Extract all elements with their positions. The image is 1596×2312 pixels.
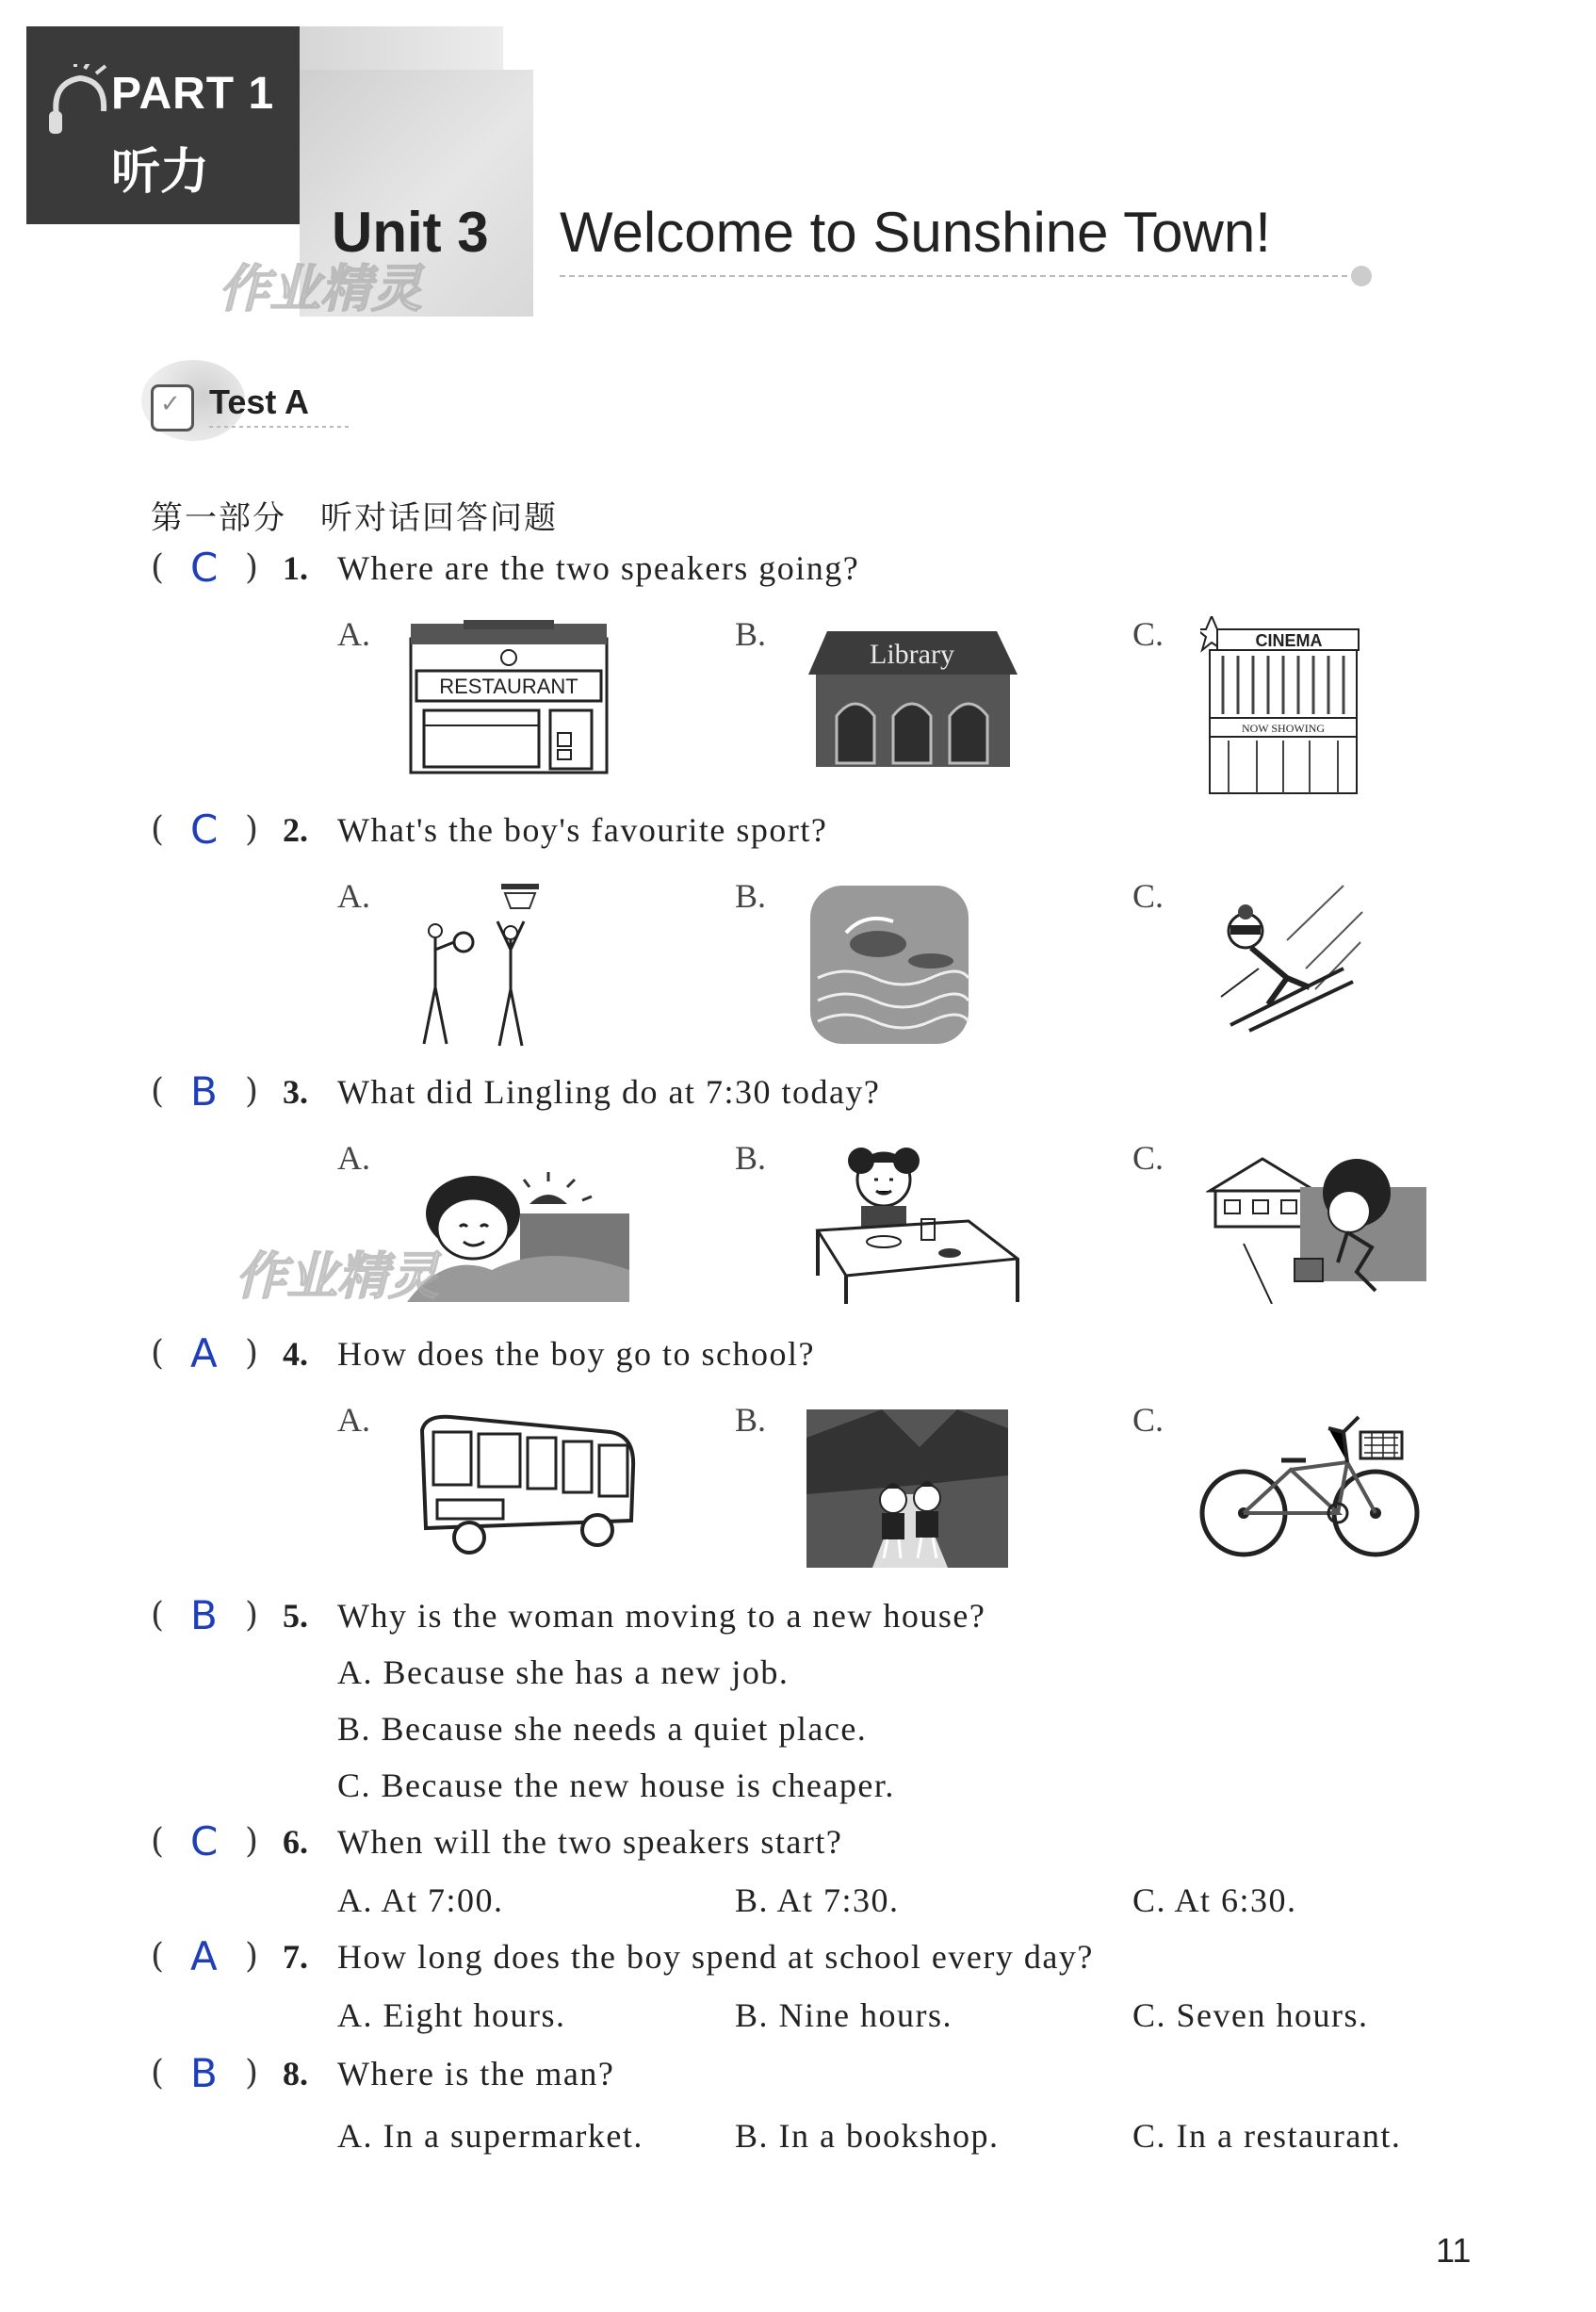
bus-picture bbox=[413, 1411, 643, 1560]
watermark: 作业精灵 bbox=[219, 259, 422, 318]
option-b: B. In a bookshop. bbox=[735, 2117, 1000, 2155]
restaurant-picture bbox=[407, 620, 611, 776]
going-to-school-picture bbox=[1206, 1149, 1426, 1304]
headphones-icon bbox=[47, 64, 113, 139]
part-chinese-label: 听力 bbox=[111, 144, 210, 201]
library-picture bbox=[808, 622, 1018, 769]
answer-letter: B bbox=[190, 1592, 218, 1638]
unit-label: Unit 3 bbox=[332, 201, 489, 264]
option-letter: C. bbox=[1132, 1401, 1164, 1439]
section-title: 第一部分 听对话回答问题 bbox=[151, 499, 558, 537]
question-text: What did Lingling do at 7:30 today? bbox=[337, 1073, 881, 1111]
option-a: A. At 7:00. bbox=[337, 1881, 504, 1919]
option-letter: A. bbox=[337, 615, 370, 653]
option-letter: B. bbox=[735, 1401, 767, 1439]
answer-letter: A bbox=[190, 1933, 218, 1979]
answer-letter: C bbox=[190, 1818, 219, 1864]
swimming-picture bbox=[808, 884, 970, 1046]
question-number: 7. bbox=[283, 1938, 308, 1976]
restaurant-sign: RESTAURANT bbox=[439, 675, 578, 698]
question-number: 3. bbox=[283, 1073, 308, 1111]
option-letter: A. bbox=[337, 877, 370, 915]
library-sign: Library bbox=[870, 639, 954, 670]
option-letter: C. bbox=[1132, 615, 1164, 653]
option-letter: C. bbox=[1132, 1139, 1164, 1177]
option-letter: B. bbox=[735, 1139, 767, 1177]
question-text: How long does the boy spend at school every day? bbox=[337, 1938, 1094, 1976]
question-text: Why is the woman moving to a new house? bbox=[337, 1597, 986, 1635]
option-a: A. Eight hours. bbox=[337, 1996, 566, 2034]
cinema-subsign: NOW SHOWING bbox=[1241, 722, 1326, 735]
answer-letter: B bbox=[190, 2050, 218, 2096]
question-number: 6. bbox=[283, 1823, 308, 1861]
option-b: B. Because she needs a quiet place. bbox=[337, 1710, 868, 1748]
option-letter: B. bbox=[735, 615, 767, 653]
option-c: C. Because the new house is cheaper. bbox=[337, 1767, 895, 1804]
cinema-sign: CINEMA bbox=[1255, 631, 1323, 650]
option-a: A. In a supermarket. bbox=[337, 2117, 643, 2155]
getting-up-picture bbox=[407, 1148, 629, 1302]
breakfast-picture bbox=[808, 1144, 1019, 1304]
question-text: Where is the man? bbox=[337, 2055, 615, 2092]
answer-letter: A bbox=[190, 1330, 218, 1376]
question-text: When will the two speakers start? bbox=[337, 1823, 843, 1861]
option-c: C. Seven hours. bbox=[1132, 1996, 1369, 2034]
skiing-picture bbox=[1202, 884, 1366, 1034]
question-text: How does the boy go to school? bbox=[337, 1335, 815, 1373]
option-letter: C. bbox=[1132, 877, 1164, 915]
unit-title: Welcome to Sunshine Town! bbox=[560, 201, 1271, 264]
option-b: B. Nine hours. bbox=[735, 1996, 953, 2034]
option-c: C. At 6:30. bbox=[1132, 1881, 1297, 1919]
answer-letter: B bbox=[190, 1068, 218, 1115]
basketball-picture bbox=[407, 884, 548, 1053]
answer-letter: C bbox=[190, 545, 219, 591]
option-c: C. In a restaurant. bbox=[1132, 2117, 1402, 2155]
question-number: 1. bbox=[283, 549, 308, 587]
part-label: PART 1 bbox=[111, 69, 275, 119]
question-number: 4. bbox=[283, 1335, 308, 1373]
watermark: 作业精灵 bbox=[236, 1246, 439, 1306]
bike-picture bbox=[1197, 1404, 1425, 1562]
question-number: 8. bbox=[283, 2055, 308, 2092]
option-letter: B. bbox=[735, 877, 767, 915]
question-number: 2. bbox=[283, 811, 308, 849]
page-number: 11 bbox=[1436, 2231, 1472, 2270]
header-sheen bbox=[300, 26, 503, 70]
answer-letter: C bbox=[190, 806, 219, 853]
cinema-picture bbox=[1200, 616, 1364, 797]
option-a: A. Because she has a new job. bbox=[337, 1653, 790, 1691]
question-text: Where are the two speakers going? bbox=[337, 549, 860, 587]
check-icon: ✓ bbox=[160, 390, 181, 418]
title-divider bbox=[560, 275, 1351, 277]
question-text: What's the boy's favourite sport? bbox=[337, 811, 828, 849]
option-b: B. At 7:30. bbox=[735, 1881, 900, 1919]
title-dot bbox=[1351, 266, 1372, 286]
option-letter: A. bbox=[337, 1139, 370, 1177]
walking-picture bbox=[806, 1409, 1008, 1568]
option-letter: A. bbox=[337, 1401, 370, 1439]
test-label: Test A bbox=[209, 383, 310, 421]
question-number: 5. bbox=[283, 1597, 308, 1635]
test-divider bbox=[209, 426, 350, 428]
